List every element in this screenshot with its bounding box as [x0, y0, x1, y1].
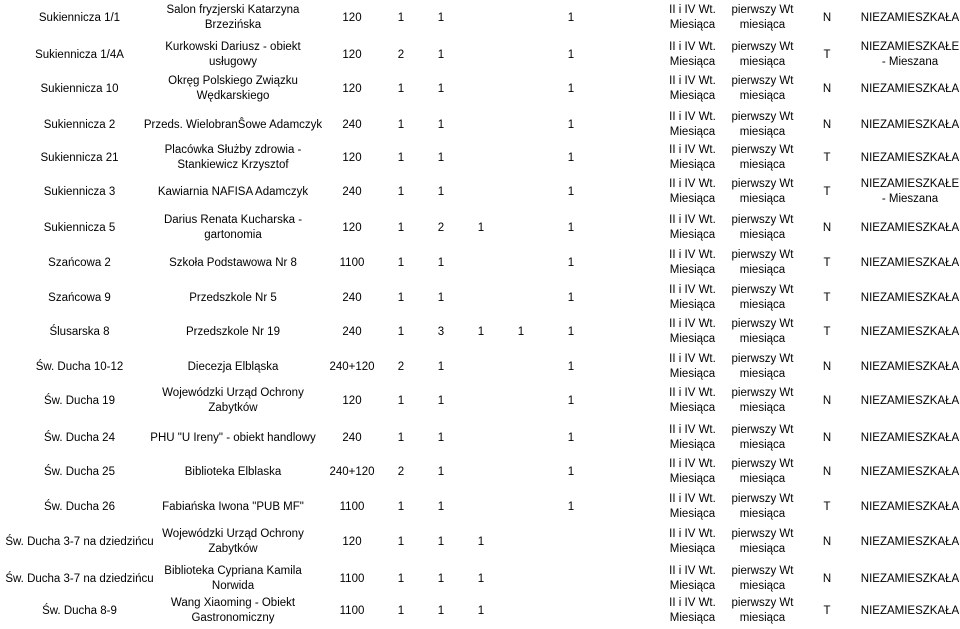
count-cell-4 — [501, 383, 541, 419]
count-cell-1: 1 — [397, 256, 405, 269]
count-cell-1: 1 — [397, 394, 405, 407]
count-cell-1: 1 — [397, 151, 405, 164]
schedule-cell-1: II i IV Wt. Miesiąca — [669, 144, 716, 171]
status-cell: NIEZAMIESZKAŁA — [860, 431, 960, 444]
count-cell-5: 1 — [567, 118, 575, 131]
tenant-cell: PHU "U Ireny" - obiekt handlowy — [150, 431, 316, 444]
schedule-cell-1: II i IV Wt. Miesiąca — [669, 458, 716, 485]
status-cell: NIEZAMIESZKAŁA — [860, 535, 960, 548]
count-cell-3 — [461, 383, 501, 419]
container-volume-cell: 120 — [342, 82, 362, 95]
schedule-cell-2: pierwszy Wt miesiąca — [731, 144, 794, 171]
count-cell-5: 1 — [567, 500, 575, 513]
count-cell-5: 1 — [567, 431, 575, 444]
count-cell-2: 3 — [437, 325, 445, 338]
count-cell-4 — [501, 524, 541, 560]
table-row — [0, 174, 960, 210]
status-cell: NIEZAMIESZKAŁA — [860, 360, 960, 373]
count-cell-2: 1 — [437, 118, 445, 131]
tenant-cell: Kawiarnia NAFISA Adamczyk — [157, 185, 309, 198]
count-cell-5: 1 — [567, 185, 575, 198]
street-cell: Ślusarska 8 — [49, 325, 110, 338]
count-cell-4 — [501, 0, 541, 36]
tenant-cell: Diecezja Elbląska — [187, 360, 279, 373]
status-cell: NIEZAMIESZKAŁE - Mieszana — [860, 41, 960, 68]
table-row — [0, 314, 960, 350]
count-cell-2: 1 — [437, 500, 445, 513]
type-cell: N — [822, 465, 832, 478]
schedule-cell-1: II i IV Wt. Miesiąca — [669, 528, 716, 555]
count-cell-3: 1 — [477, 572, 485, 585]
count-cell-2: 1 — [437, 360, 445, 373]
schedule-cell-2: pierwszy Wt miesiąca — [731, 565, 794, 592]
type-cell: T — [823, 48, 831, 61]
street-cell: Sukiennicza 3 — [43, 185, 116, 198]
container-volume-cell: 240+120 — [329, 465, 375, 478]
type-cell: N — [822, 11, 832, 24]
count-cell-2: 1 — [437, 431, 445, 444]
count-cell-5: 1 — [567, 221, 575, 234]
street-cell: Św. Ducha 10-12 — [35, 360, 124, 373]
tenant-cell: Kurkowski Dariusz - obiekt usługowy — [165, 41, 301, 68]
container-volume-cell: 1100 — [339, 572, 365, 585]
schedule-cell-1: II i IV Wt. Miesiąca — [669, 111, 716, 138]
status-cell: NIEZAMIESZKAŁE - Mieszana — [860, 178, 960, 205]
type-cell: T — [823, 500, 831, 513]
container-volume-cell: 1100 — [339, 256, 365, 269]
tenant-cell: Przedszkole Nr 5 — [189, 291, 277, 304]
count-cell-5: 1 — [567, 11, 575, 24]
count-cell-5: 1 — [567, 360, 575, 373]
count-cell-3 — [461, 174, 501, 210]
count-cell-3 — [461, 0, 501, 36]
status-cell: NIEZAMIESZKAŁA — [860, 325, 960, 338]
count-cell-1: 1 — [397, 500, 405, 513]
schedule-cell-2: pierwszy Wt miesiąca — [731, 318, 794, 345]
count-cell-2: 2 — [437, 221, 445, 234]
table-row — [0, 593, 960, 629]
table-row — [0, 71, 960, 107]
count-cell-2: 1 — [437, 151, 445, 164]
count-cell-3: 1 — [477, 325, 485, 338]
container-volume-cell: 240 — [342, 291, 362, 304]
count-cell-2: 1 — [437, 572, 445, 585]
count-cell-1: 1 — [397, 291, 405, 304]
schedule-cell-2: pierwszy Wt miesiąca — [731, 41, 794, 68]
table-row — [0, 0, 960, 36]
schedule-cell-1: II i IV Wt. Miesiąca — [669, 41, 716, 68]
count-cell-1: 1 — [397, 185, 405, 198]
container-volume-cell: 120 — [342, 48, 362, 61]
type-cell: N — [822, 82, 832, 95]
count-cell-5: 1 — [567, 394, 575, 407]
table-row — [0, 454, 960, 490]
container-volume-cell: 240 — [342, 185, 362, 198]
count-cell-2: 1 — [437, 185, 445, 198]
tenant-cell: Darius Renata Kucharska - gartonomia — [163, 214, 303, 241]
count-cell-3 — [461, 37, 501, 73]
type-cell: N — [822, 394, 832, 407]
type-cell: N — [822, 431, 832, 444]
schedule-cell-1: II i IV Wt. Miesiąca — [669, 4, 716, 31]
count-cell-4 — [501, 489, 541, 525]
count-cell-5: 1 — [567, 325, 575, 338]
table-row — [0, 383, 960, 419]
type-cell: N — [822, 572, 832, 585]
count-cell-1: 1 — [397, 82, 405, 95]
count-cell-4 — [501, 174, 541, 210]
container-volume-cell: 240 — [342, 325, 362, 338]
status-cell: NIEZAMIESZKAŁA — [860, 256, 960, 269]
container-volume-cell: 120 — [342, 11, 362, 24]
count-cell-1: 1 — [397, 535, 405, 548]
tenant-cell: Przeds. WielobranŜowe Adamczyk — [143, 118, 323, 131]
count-cell-4 — [501, 140, 541, 176]
type-cell: T — [823, 151, 831, 164]
schedule-cell-2: pierwszy Wt miesiąca — [731, 387, 794, 414]
schedule-cell-1: II i IV Wt. Miesiąca — [669, 214, 716, 241]
count-cell-4 — [501, 210, 541, 246]
count-cell-2: 1 — [437, 291, 445, 304]
container-volume-cell: 120 — [342, 151, 362, 164]
count-cell-2: 1 — [437, 256, 445, 269]
container-volume-cell: 240 — [342, 431, 362, 444]
street-cell: Św. Ducha 19 — [44, 394, 115, 407]
type-cell: N — [822, 118, 832, 131]
tenant-cell: Biblioteka Cypriana Kamila Norwida — [164, 565, 302, 592]
street-cell: Sukiennicza 1/1 — [38, 11, 121, 24]
count-cell-1: 2 — [397, 48, 405, 61]
tenant-cell: Wojewódzki Urząd Ochrony Zabytków — [162, 387, 304, 414]
type-cell: T — [823, 604, 831, 617]
tenant-cell: Fabiańska Iwona "PUB MF" — [162, 500, 304, 513]
street-cell: Św. Ducha 26 — [44, 500, 115, 513]
count-cell-2: 1 — [437, 604, 445, 617]
schedule-cell-2: pierwszy Wt miesiąca — [731, 493, 794, 520]
type-cell: N — [822, 360, 832, 373]
count-cell-2: 1 — [437, 394, 445, 407]
tenant-cell: Salon fryzjerski Katarzyna Brzezińska — [166, 4, 300, 31]
schedule-cell-2: pierwszy Wt miesiąca — [731, 111, 794, 138]
schedule-cell-1: II i IV Wt. Miesiąca — [669, 284, 716, 311]
status-cell: NIEZAMIESZKAŁA — [860, 151, 960, 164]
count-cell-5: 1 — [567, 151, 575, 164]
schedule-cell-2: pierwszy Wt miesiąca — [731, 214, 794, 241]
table-row — [0, 107, 960, 143]
count-cell-3 — [461, 349, 501, 385]
table-row — [0, 349, 960, 385]
count-cell-5: 1 — [567, 82, 575, 95]
table-row — [0, 524, 960, 560]
count-cell-5 — [541, 561, 601, 597]
count-cell-1: 1 — [397, 604, 405, 617]
container-volume-cell: 1100 — [339, 500, 365, 513]
schedule-cell-2: pierwszy Wt miesiąca — [731, 528, 794, 555]
count-cell-3 — [461, 107, 501, 143]
count-cell-2: 1 — [437, 82, 445, 95]
street-cell: Św. Ducha 3-7 na dziedzińcu — [5, 572, 154, 585]
count-cell-1: 1 — [397, 118, 405, 131]
count-cell-4 — [501, 349, 541, 385]
tenant-cell: Biblioteka Elblaska — [184, 465, 282, 478]
tenant-cell: Okręg Polskiego Związku Wędkarskiego — [168, 75, 298, 102]
count-cell-3 — [461, 280, 501, 316]
tenant-cell: Wang Xiaoming - Obiekt Gastronomiczny — [170, 597, 296, 624]
count-cell-3 — [461, 140, 501, 176]
count-cell-4 — [501, 420, 541, 456]
street-cell: Św. Ducha 25 — [44, 465, 115, 478]
schedule-cell-1: II i IV Wt. Miesiąca — [669, 353, 716, 380]
count-cell-1: 1 — [397, 431, 405, 444]
schedule-cell-2: pierwszy Wt miesiąca — [731, 353, 794, 380]
tenant-cell: Przedszkole Nr 19 — [186, 325, 280, 338]
count-cell-2: 1 — [437, 48, 445, 61]
type-cell: N — [822, 221, 832, 234]
count-cell-1: 1 — [397, 11, 405, 24]
count-cell-5 — [541, 524, 601, 560]
count-cell-4 — [501, 561, 541, 597]
count-cell-4 — [501, 245, 541, 281]
type-cell: T — [823, 185, 831, 198]
container-volume-cell: 120 — [342, 535, 362, 548]
count-cell-3: 1 — [477, 221, 485, 234]
type-cell: T — [823, 291, 831, 304]
schedule-cell-2: pierwszy Wt miesiąca — [731, 458, 794, 485]
street-cell: Św. Ducha 8-9 — [42, 604, 117, 617]
street-cell: Sukiennicza 5 — [43, 221, 116, 234]
street-cell: Sukiennicza 10 — [40, 82, 119, 95]
status-cell: NIEZAMIESZKAŁA — [860, 221, 960, 234]
count-cell-4 — [501, 280, 541, 316]
schedule-cell-1: II i IV Wt. Miesiąca — [669, 597, 716, 624]
tenant-cell: Szkoła Podstawowa Nr 8 — [169, 256, 297, 269]
count-cell-1: 1 — [397, 572, 405, 585]
schedule-cell-2: pierwszy Wt miesiąca — [731, 424, 794, 451]
count-cell-3: 1 — [477, 535, 485, 548]
street-cell: Sukiennicza 2 — [43, 118, 116, 131]
count-cell-5 — [541, 593, 601, 629]
table-row — [0, 245, 960, 281]
street-cell: Sukiennicza 21 — [40, 151, 119, 164]
schedule-cell-1: II i IV Wt. Miesiąca — [669, 75, 716, 102]
container-volume-cell: 120 — [342, 394, 362, 407]
schedule-cell-1: II i IV Wt. Miesiąca — [669, 249, 716, 276]
count-cell-1: 2 — [397, 465, 405, 478]
count-cell-4 — [501, 454, 541, 490]
table-row — [0, 420, 960, 456]
count-cell-5: 1 — [567, 48, 575, 61]
tenant-cell: Wojewódzki Urząd Ochrony Zabytków — [162, 528, 304, 555]
status-cell: NIEZAMIESZKAŁA — [860, 11, 960, 24]
schedule-cell-1: II i IV Wt. Miesiąca — [669, 178, 716, 205]
street-cell: Św. Ducha 3-7 na dziedzińcu — [5, 535, 154, 548]
table-row — [0, 280, 960, 316]
status-cell: NIEZAMIESZKAŁA — [860, 500, 960, 513]
status-cell: NIEZAMIESZKAŁA — [860, 82, 960, 95]
count-cell-3 — [461, 489, 501, 525]
status-cell: NIEZAMIESZKAŁA — [860, 572, 960, 585]
schedule-cell-2: pierwszy Wt miesiąca — [731, 284, 794, 311]
count-cell-4 — [501, 107, 541, 143]
schedule-cell-1: II i IV Wt. Miesiąca — [669, 493, 716, 520]
type-cell: T — [823, 256, 831, 269]
count-cell-3: 1 — [477, 604, 485, 617]
count-cell-5: 1 — [567, 291, 575, 304]
count-cell-3 — [461, 245, 501, 281]
table-row — [0, 37, 960, 73]
schedule-cell-2: pierwszy Wt miesiąca — [731, 597, 794, 624]
status-cell: NIEZAMIESZKAŁA — [860, 394, 960, 407]
street-cell: Szańcowa 2 — [48, 256, 111, 269]
table-row — [0, 140, 960, 176]
table-row — [0, 561, 960, 597]
count-cell-3 — [461, 420, 501, 456]
status-cell: NIEZAMIESZKAŁA — [860, 118, 960, 131]
schedule-cell-2: pierwszy Wt miesiąca — [731, 249, 794, 276]
count-cell-4 — [501, 71, 541, 107]
status-cell: NIEZAMIESZKAŁA — [860, 291, 960, 304]
schedule-cell-2: pierwszy Wt miesiąca — [731, 75, 794, 102]
type-cell: N — [822, 535, 832, 548]
count-cell-3 — [461, 71, 501, 107]
count-cell-4 — [501, 593, 541, 629]
count-cell-2: 1 — [437, 11, 445, 24]
count-cell-1: 1 — [397, 221, 405, 234]
street-cell: Św. Ducha 24 — [44, 431, 115, 444]
count-cell-3 — [461, 454, 501, 490]
count-cell-5: 1 — [567, 256, 575, 269]
container-volume-cell: 240+120 — [329, 360, 375, 373]
schedule-cell-1: II i IV Wt. Miesiąca — [669, 424, 716, 451]
count-cell-1: 2 — [397, 360, 405, 373]
street-cell: Szańcowa 9 — [48, 291, 111, 304]
count-cell-2: 1 — [437, 465, 445, 478]
count-cell-1: 1 — [397, 325, 405, 338]
container-volume-cell: 120 — [342, 221, 362, 234]
table-row — [0, 489, 960, 525]
status-cell: NIEZAMIESZKAŁA — [860, 465, 960, 478]
table-row — [0, 210, 960, 246]
street-cell: Sukiennicza 1/4A — [35, 48, 124, 61]
type-cell: T — [823, 325, 831, 338]
schedule-cell-2: pierwszy Wt miesiąca — [731, 4, 794, 31]
container-volume-cell: 240 — [342, 118, 362, 131]
schedule-cell-2: pierwszy Wt miesiąca — [731, 178, 794, 205]
count-cell-2: 1 — [437, 535, 445, 548]
count-cell-4: 1 — [517, 325, 525, 338]
schedule-cell-1: II i IV Wt. Miesiąca — [669, 387, 716, 414]
tenant-cell: Placówka Służby zdrowia - Stankiewicz Krzysztof — [164, 144, 302, 171]
schedule-cell-1: II i IV Wt. Miesiąca — [669, 565, 716, 592]
schedule-cell-1: II i IV Wt. Miesiąca — [669, 318, 716, 345]
count-cell-4 — [501, 37, 541, 73]
container-volume-cell: 1100 — [339, 604, 365, 617]
count-cell-5: 1 — [567, 465, 575, 478]
status-cell: NIEZAMIESZKAŁA — [860, 604, 960, 617]
